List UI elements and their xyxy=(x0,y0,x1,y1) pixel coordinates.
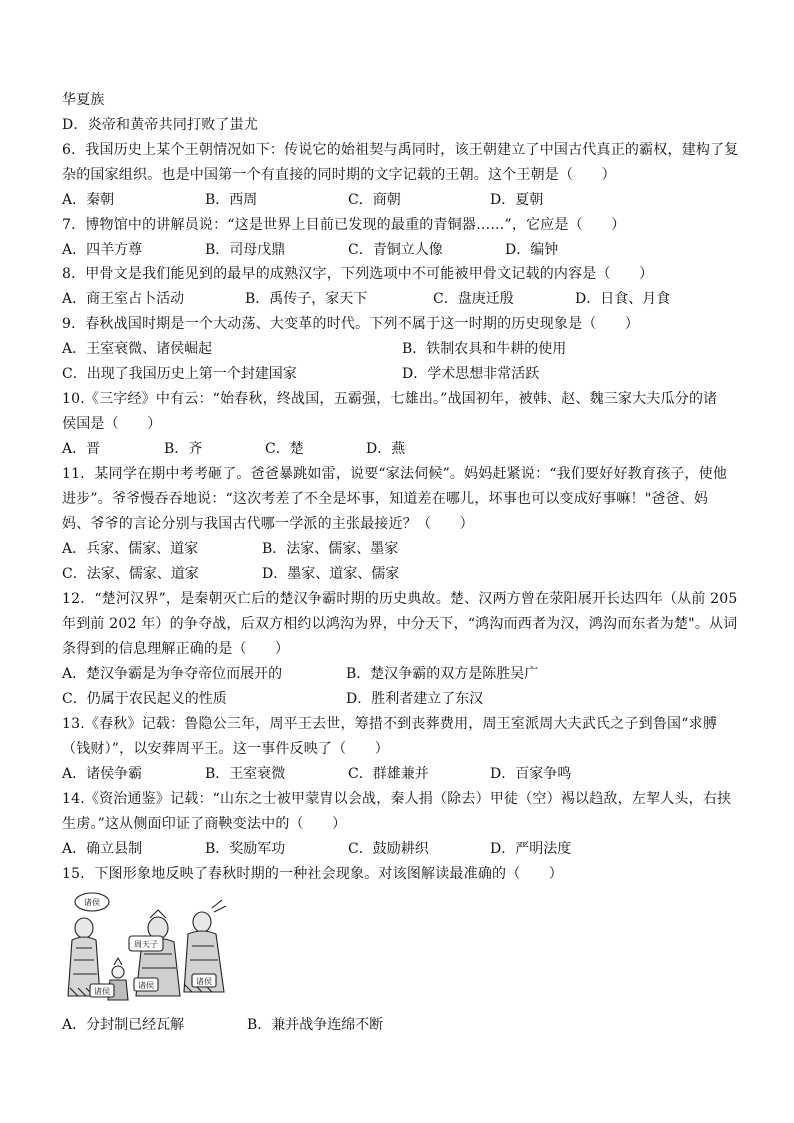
q10-option-c: C．楚 xyxy=(265,441,304,457)
q12-option-c: C．仍属于农民起义的性质 xyxy=(62,691,227,707)
question-8: 8．甲骨文是我们能见到的最早的成熟汉字，下列选项中不可能被甲骨文记载的内容是（ ） xyxy=(62,266,654,282)
feudal-lords-cartoon xyxy=(64,888,230,1006)
continued-text: 华夏族 xyxy=(62,92,105,108)
question-9: 9．春秋战国时期是一个大动荡、大变革的时代。下列不属于这一时期的历史现象是（ ） xyxy=(62,316,640,332)
q7-option-c: C．青铜立人像 xyxy=(348,242,443,258)
q7-option-d: D．编钟 xyxy=(505,242,559,258)
q10-option-b: B．齐 xyxy=(164,441,203,457)
question-10-line-1: 10.《三字经》中有云：“始春秋，终战国，五霸强，七雄出。”战国初年，被韩、赵、魏三家大夫瓜分的诸 xyxy=(62,391,718,407)
q13-option-a: A．诸侯争霸 xyxy=(62,766,143,782)
q6-option-a: A．秦朝 xyxy=(62,192,115,208)
cartoon-label-zhou-king: 周天子 xyxy=(134,940,158,949)
q11-option-a: A．兵家、儒家、道家 xyxy=(62,541,199,557)
question-14-line-1: 14.《资治通鉴》记载：“山东之士被甲蒙胄以会战，秦人捐（除去）甲徒（空）裼以趋敌，左挈人头，右挟 xyxy=(62,791,732,807)
q9-option-c: C．出现了我国历史上第一个封建国家 xyxy=(62,366,297,382)
cartoon-label-lord-2: 诸侯 xyxy=(94,987,110,996)
q8-option-c: C．盘庚迁殷 xyxy=(433,291,514,307)
q10-option-d: D．燕 xyxy=(366,441,406,457)
q10-option-a: A．晋 xyxy=(62,441,101,457)
q8-option-d: D．日食、月食 xyxy=(575,291,671,307)
q11-option-c: C．法家、儒家、道家 xyxy=(62,566,199,582)
q9-option-d: D．学术思想非常活跃 xyxy=(402,366,540,382)
q12-option-a: A．楚汉争霸是为争夺帝位而展开的 xyxy=(62,666,283,682)
q6-option-c: C．商朝 xyxy=(348,192,401,208)
q12-option-d: D．胜利者建立了东汉 xyxy=(346,691,484,707)
q13-option-b: B．王室衰微 xyxy=(205,766,286,782)
q7-option-b: B．司母戊鼎 xyxy=(205,242,286,258)
q13-option-c: C．群雄兼并 xyxy=(348,766,429,782)
q14-option-a: A．确立县制 xyxy=(62,841,143,857)
question-13-line-2: （钱财）”，以安葬周平王。这一事件反映了（ ） xyxy=(62,741,389,757)
q15-option-a: A．分封制已经瓦解 xyxy=(62,1017,185,1033)
q14-option-b: B．奖励军功 xyxy=(205,841,286,857)
q13-option-d: D．百家争鸣 xyxy=(490,766,572,782)
question-13-line-1: 13.《春秋》记载：鲁隐公三年，周平王去世，筹措不到丧葬费用，周王室派周大夫武氏之子到鲁国“求膊 xyxy=(62,716,718,732)
q6-option-d: D．夏朝 xyxy=(490,192,544,208)
question-11-line-2: 进步”。爷爷慢吞吞地说：“这次考差了不全是坏事，知道差在哪儿，坏事也可以变成好事嘛！"爸爸、妈 xyxy=(62,491,709,507)
q6-option-b: B．西周 xyxy=(205,192,258,208)
q14-option-d: D．严明法度 xyxy=(490,841,572,857)
question-15: 15．下图形象地反映了春秋时期的一种社会现象。对该图解读最准确的（ ） xyxy=(62,866,564,882)
question-12-line-3: 条得到的信息理解正确的是（ ） xyxy=(62,641,290,657)
question-10-line-2: 侯国是（ ） xyxy=(62,416,162,432)
q11-option-b: B．法家、儒家、墨家 xyxy=(262,541,399,557)
question-6-line-1: 6．我国历史上某个王朝情况如下：传说它的始祖契与禹同时，该王朝建立了中国古代真正的霸权，建构了复 xyxy=(62,142,739,158)
q8-option-b: B．禹传子，家天下 xyxy=(245,291,368,307)
question-14-line-2: 生虏。”这从侧面印证了商鞅变法中的（ ） xyxy=(62,816,347,832)
q11-option-d: D．墨家、道家、儒家 xyxy=(262,566,400,582)
question-7: 7．博物馆中的讲解员说：“这是世界上目前已发现的最重的青铜器……”，它应是（ ） xyxy=(62,217,626,233)
q8-option-a: A．商王室占卜活动 xyxy=(62,291,185,307)
cartoon-label-lord-1: 诸侯 xyxy=(84,898,100,907)
question-12-line-1: 12．“楚河汉界”，是秦朝灭亡后的楚汉争霸时期的历史典故。楚、汉两方曾在荥阳展开长达四年（从前 205 xyxy=(62,591,738,607)
question-11-line-1: 11．某同学在期中考考砸了。爸爸暴跳如雷，说要“家法伺候”。妈妈赶紧说：“我们要好好教育孩子，使他 xyxy=(62,466,728,482)
q9-option-a: A．王室衰微、诸侯崛起 xyxy=(62,341,213,357)
q15-option-b: B．兼并战争连绵不断 xyxy=(247,1017,384,1033)
question-11-line-3: 妈、爷爷的言论分别与我国古代哪一学派的主张最接近？（ ） xyxy=(62,516,474,532)
q14-option-c: C．鼓励耕织 xyxy=(348,841,429,857)
question-6-line-2: 杂的国家组织。也是中国第一个有直接的同时期的文字记载的王朝。这个王朝是（ ） xyxy=(62,167,616,183)
q5-option-d: D．炎帝和黄帝共同打败了蚩尤 xyxy=(62,117,259,133)
cartoon-label-lord-3: 诸侯 xyxy=(138,981,154,990)
q12-option-b: B．楚汉争霸的双方是陈胜吴广 xyxy=(346,666,539,682)
question-12-line-2: 年到前 202 年）的争夺战，后双方相约以鸿沟为界，中分天下，“鸿沟而西者为汉，鸿沟而东者为楚"。从词 xyxy=(62,616,738,632)
q7-option-a: A．四羊方尊 xyxy=(62,242,143,258)
q9-option-b: B．铁制农具和牛耕的使用 xyxy=(402,341,567,357)
cartoon-label-lord-4: 诸侯 xyxy=(196,977,212,986)
